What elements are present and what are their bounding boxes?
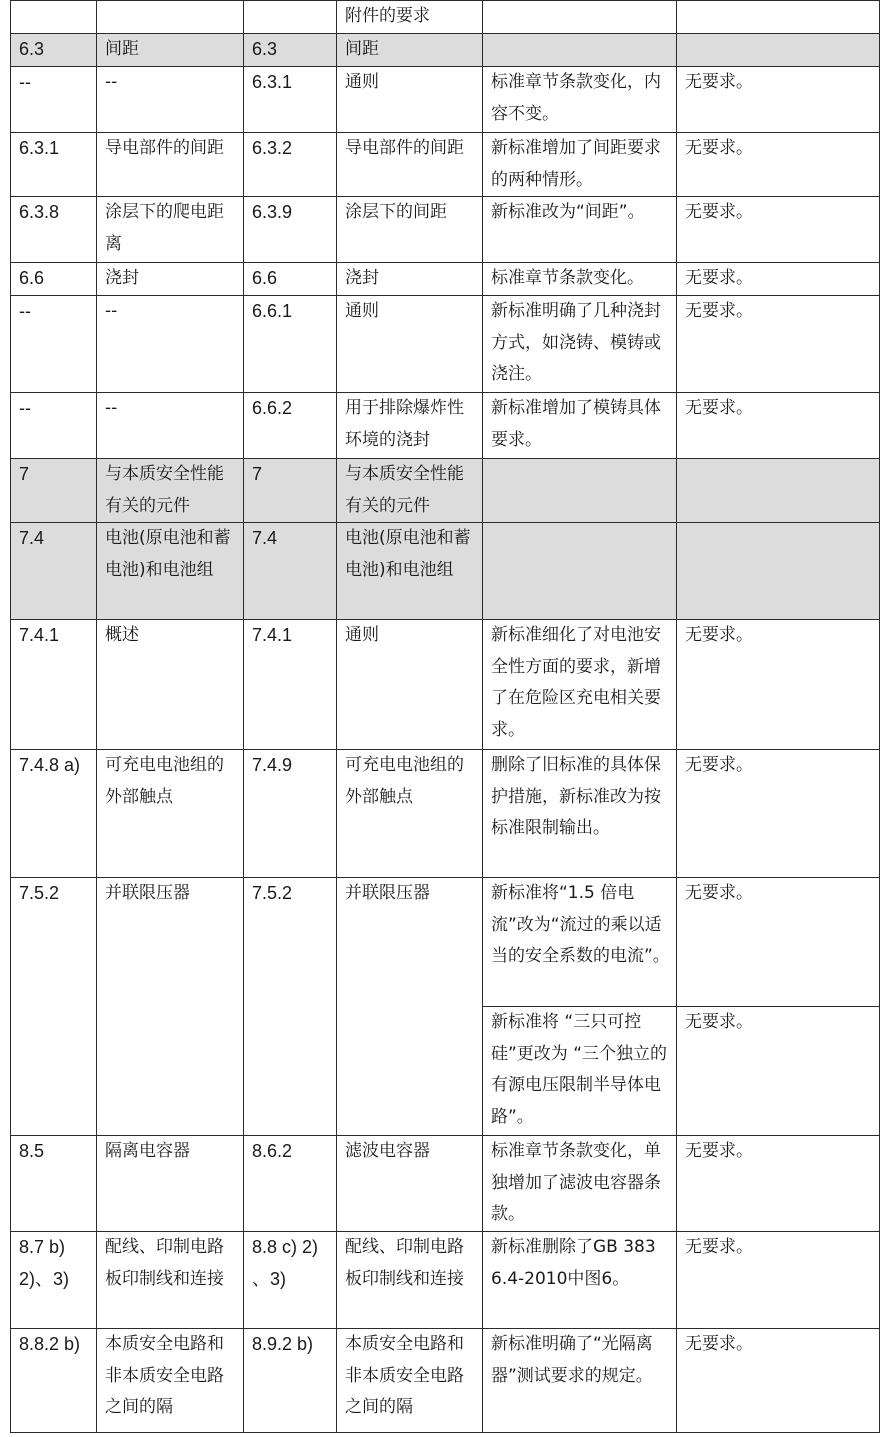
cell-requirement: 无要求。 — [677, 620, 880, 750]
cell-requirement: 无要求。 — [677, 750, 880, 878]
cell-new-clause: 7.4.9 — [244, 750, 337, 878]
cell-new-clause: 7.4.1 — [244, 620, 337, 750]
cell-new-title: 电池(原电池和蓄电池)和电池组 — [337, 523, 483, 620]
cell-new-clause: 7.5.2 — [244, 878, 337, 1136]
table-row — [11, 296, 880, 393]
cell-new-title: 间距 — [337, 34, 483, 67]
cell-change — [483, 34, 677, 67]
cell-new-title: 通则 — [337, 296, 483, 393]
cell-requirement: 无要求。 — [677, 263, 880, 296]
table-row — [11, 133, 880, 197]
cell-old-title: 并联限压器 — [97, 878, 244, 1136]
cell-new-clause: 7.4 — [244, 523, 337, 620]
table-row — [11, 523, 880, 620]
cell-change: 新标准明确了几种浇封方式，如浇铸、模铸或浇注。 — [483, 296, 677, 393]
cell-new-title: 导电部件的间距 — [337, 133, 483, 197]
table-header-row — [11, 1, 880, 34]
cell-new-title: 滤波电容器 — [337, 1136, 483, 1232]
cell-new-clause: 6.3.1 — [244, 67, 337, 133]
cell-change: 新标准增加了间距要求的两种情形。 — [483, 133, 677, 197]
cell-new-title: 附件的要求 — [337, 1, 483, 34]
cell-requirement: 无要求。 — [677, 1329, 880, 1433]
cell-requirement: 无要求。 — [677, 67, 880, 133]
table-row — [11, 197, 880, 263]
cell-old-title: 电池(原电池和蓄电池)和电池组 — [97, 523, 244, 620]
cell-new-clause: 6.6.1 — [244, 296, 337, 393]
cell-change — [483, 523, 677, 620]
cell-change: 新标准将 “三只可控硅”更改为 “三个独立的有源电压限制半导体电路”。 — [483, 1007, 677, 1136]
cell-old-title — [97, 1, 244, 34]
cell-change: 新标准增加了模铸具体要求。 — [483, 393, 677, 459]
cell-change: 标准章节条款变化。 — [483, 263, 677, 296]
cell-change: 新标准删除了GB 3836.4-2010中图6。 — [483, 1232, 677, 1329]
cell-old-clause — [11, 1, 97, 34]
table-row — [11, 750, 880, 878]
cell-new-clause: 7 — [244, 459, 337, 523]
cell-old-title: -- — [97, 393, 244, 459]
cell-change: 新标准将“1.5 倍电流”改为“流过的乘以适当的安全系数的电流”。 — [483, 878, 677, 1007]
cell-old-clause: 7.4 — [11, 523, 97, 620]
cell-new-clause — [244, 1, 337, 34]
table-row — [11, 878, 880, 1007]
cell-old-clause: 8.5 — [11, 1136, 97, 1232]
table-row — [11, 620, 880, 750]
cell-old-title: 间距 — [97, 34, 244, 67]
cell-change: 新标准细化了对电池安全性方面的要求，新增了在危险区充电相关要求。 — [483, 620, 677, 750]
cell-old-clause: 8.8.2 b) — [11, 1329, 97, 1433]
cell-new-clause: 6.3.9 — [244, 197, 337, 263]
cell-new-title: 通则 — [337, 67, 483, 133]
table-row — [11, 263, 880, 296]
cell-new-title: 本质安全电路和非本质安全电路之间的隔 — [337, 1329, 483, 1433]
standard-comparison-table — [10, 0, 880, 1433]
cell-new-clause: 6.3 — [244, 34, 337, 67]
cell-old-clause: -- — [11, 67, 97, 133]
cell-new-title: 用于排除爆炸性环境的浇封 — [337, 393, 483, 459]
table-row — [11, 67, 880, 133]
table-row — [11, 393, 880, 459]
cell-change — [483, 459, 677, 523]
table-row — [11, 1136, 880, 1232]
table-row — [11, 1329, 880, 1433]
cell-new-title: 并联限压器 — [337, 878, 483, 1136]
cell-new-title: 与本质安全性能有关的元件 — [337, 459, 483, 523]
cell-requirement — [677, 459, 880, 523]
cell-new-clause: 6.6.2 — [244, 393, 337, 459]
cell-requirement: 无要求。 — [677, 1007, 880, 1136]
cell-old-title: 与本质安全性能有关的元件 — [97, 459, 244, 523]
cell-requirement: 无要求。 — [677, 878, 880, 1007]
table-row — [11, 1232, 880, 1329]
cell-new-clause: 8.9.2 b) — [244, 1329, 337, 1433]
cell-requirement: 无要求。 — [677, 296, 880, 393]
cell-requirement: 无要求。 — [677, 1232, 880, 1329]
cell-change: 新标准明确了“光隔离器”测试要求的规定。 — [483, 1329, 677, 1433]
cell-old-title: 可充电电池组的外部触点 — [97, 750, 244, 878]
cell-change: 标准章节条款变化，内容不变。 — [483, 67, 677, 133]
document-page — [10, 0, 879, 1433]
cell-requirement: 无要求。 — [677, 133, 880, 197]
cell-old-title: 隔离电容器 — [97, 1136, 244, 1232]
cell-change — [483, 1, 677, 34]
cell-new-clause: 8.6.2 — [244, 1136, 337, 1232]
cell-old-title: 概述 — [97, 620, 244, 750]
cell-old-title: 导电部件的间距 — [97, 133, 244, 197]
cell-new-title: 浇封 — [337, 263, 483, 296]
cell-old-clause: 6.6 — [11, 263, 97, 296]
cell-new-title: 配线、印制电路板印制线和连接 — [337, 1232, 483, 1329]
cell-old-title: -- — [97, 67, 244, 133]
cell-old-title: 浇封 — [97, 263, 244, 296]
cell-old-clause: 8.7 b) 2)、3) — [11, 1232, 97, 1329]
cell-old-title: 配线、印制电路板印制线和连接 — [97, 1232, 244, 1329]
cell-new-clause: 6.3.2 — [244, 133, 337, 197]
cell-old-clause: -- — [11, 393, 97, 459]
cell-old-clause: 7 — [11, 459, 97, 523]
cell-new-title: 涂层下的间距 — [337, 197, 483, 263]
cell-requirement — [677, 1, 880, 34]
cell-old-clause: 7.4.8 a) — [11, 750, 97, 878]
cell-old-title: -- — [97, 296, 244, 393]
cell-change: 删除了旧标准的具体保护措施，新标准改为按标准限制输出。 — [483, 750, 677, 878]
table-row — [11, 459, 880, 523]
cell-new-clause: 8.8 c) 2) 、3) — [244, 1232, 337, 1329]
cell-old-clause: 6.3 — [11, 34, 97, 67]
cell-new-title: 通则 — [337, 620, 483, 750]
cell-requirement — [677, 34, 880, 67]
cell-requirement: 无要求。 — [677, 393, 880, 459]
cell-requirement — [677, 523, 880, 620]
cell-old-clause: -- — [11, 296, 97, 393]
cell-old-clause: 6.3.1 — [11, 133, 97, 197]
cell-requirement: 无要求。 — [677, 197, 880, 263]
cell-old-clause: 7.5.2 — [11, 878, 97, 1136]
cell-old-title: 涂层下的爬电距离 — [97, 197, 244, 263]
cell-old-clause: 7.4.1 — [11, 620, 97, 750]
cell-old-title: 本质安全电路和非本质安全电路之间的隔 — [97, 1329, 244, 1433]
cell-new-clause: 6.6 — [244, 263, 337, 296]
table-row — [11, 34, 880, 67]
cell-change: 新标准改为“间距”。 — [483, 197, 677, 263]
cell-change: 标准章节条款变化，单独增加了滤波电容器条款。 — [483, 1136, 677, 1232]
cell-new-title: 可充电电池组的外部触点 — [337, 750, 483, 878]
cell-requirement: 无要求。 — [677, 1136, 880, 1232]
cell-old-clause: 6.3.8 — [11, 197, 97, 263]
